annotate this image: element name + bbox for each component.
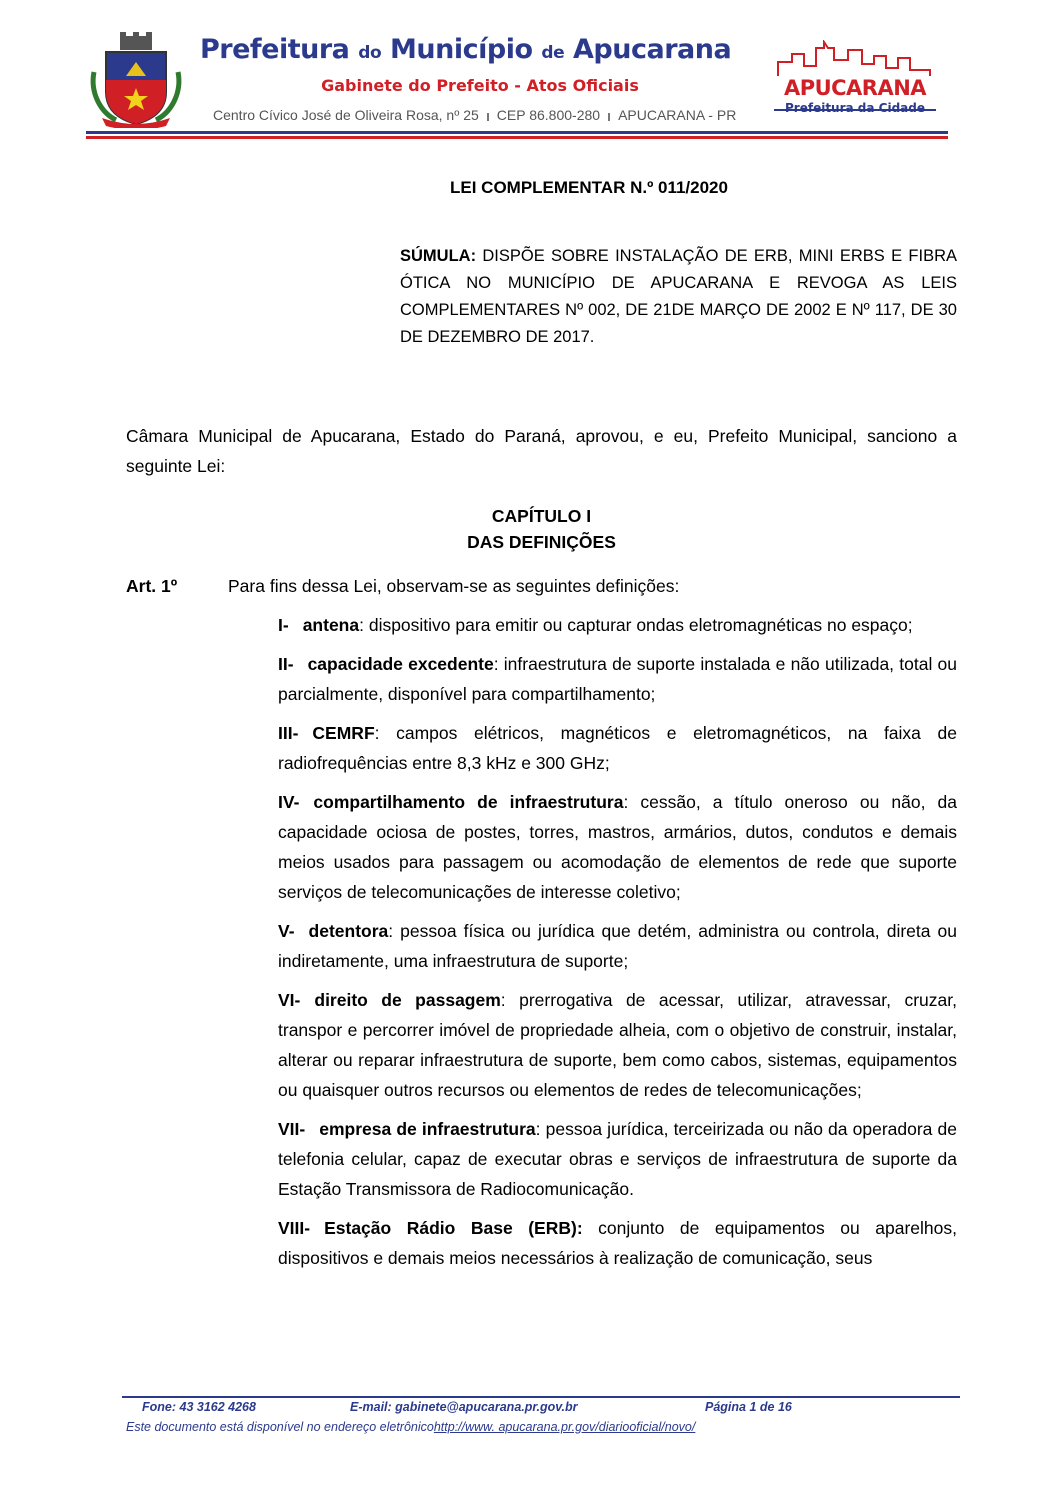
logo-subtitle: Prefeitura da Cidade (785, 101, 925, 115)
article-label: Art. 1º (126, 576, 178, 596)
list-item: III- CEMRF: campos elétricos, magnéticos e eletromagnéticos, na faixa de radiofrequências entre 8,3 kHz e 300 GHz; (278, 723, 957, 773)
law-title: LEI COMPLEMENTAR N.º 011/2020 (450, 178, 728, 197)
sumula (400, 243, 957, 351)
footer-email: E-mail: gabinete@apucarana.pr.gov.br (350, 1400, 578, 1414)
chapter-heading (126, 503, 957, 555)
list-item: II- capacidade excedente: infraestrutura de suporte instalada e não utilizada, total ou parcialmente, disponível para compartilhamento; (278, 654, 958, 704)
sumula-text: DISPÕE SOBRE INSTALAÇÃO DE ERB, MINI ERBS E FIBRA ÓTICA NO MUNICÍPIO DE APUCARANA E REVOGA AS LEIS COMPLEMENTARES Nº 002, DE 21DE MARÇO DE 2002 E Nº 117, DE 30 DE DEZEMBRO DE 2017. (400, 247, 957, 346)
article-text: Para fins dessa Lei, observam-se as seguintes definições: (228, 576, 680, 596)
logo-wordmark: APUCARANA (783, 76, 927, 100)
cep: CEP 86.800-280 (496, 107, 601, 123)
list-item: I- antena: dispositivo para emitir ou capturar ondas eletromagnéticas no espaço; (278, 615, 913, 635)
coat-of-arms-icon (86, 32, 186, 128)
chapter-title: DAS DEFINIÇÕES (467, 532, 616, 552)
list-item: IV- compartilhamento de infraestrutura: cessão, a título oneroso ou não, da capacidade ociosa de postes, torres, mastros, armários, dutos, condutos e demais meios usados para passagem ou acomodação de elementos de rede que suporte serviços de telecomunicações de interesse coletivo; (278, 792, 957, 902)
page-number: Página 1 de 16 (705, 1400, 792, 1414)
sumula-label: SÚMULA: (400, 247, 477, 265)
header-rule-red (86, 136, 948, 139)
list-item: VII- empresa de infraestrutura: pessoa jurídica, terceirizada ou não da operadora de telefonia celular, capaz de executar obras e serviços de infraestrutura de suporte da Estação Transmissora de Radiocomunicação. (278, 1119, 957, 1199)
address: Centro Cívico José de Oliveira Rosa, nº 25 (213, 107, 479, 123)
footer-phone: Fone: 43 3162 4268 (142, 1400, 256, 1414)
gabinete-subtitle: Gabinete do Prefeito - Atos Oficiais (321, 76, 639, 95)
list-item: V- detentora: pessoa física ou jurídica que detém, administra ou controla, direta ou indiretamente, uma infraestrutura de suporte; (278, 921, 957, 971)
letterhead (0, 0, 1058, 140)
list-item: VI- direito de passagem: prerrogativa de acessar, utilizar, atravessar, cruzar, transpor e percorrer imóvel de propriedade alheia, com o objetivo de construir, instalar, alterar ou reparar infraestrutura de suporte, bem como cabos, sistemas, equipamentos ou quaisquer outros recursos ou elementos de redes de telecomunicações; (278, 990, 957, 1100)
city: APUCARANA - PR (618, 107, 737, 123)
footer-availability: Este documento está disponível no endereço eletrônicohttp://www. apucarana.pr.gov/diariooficial/novo/ (126, 1420, 696, 1434)
address-line (213, 107, 736, 123)
intro-paragraph: Câmara Municipal de Apucarana, Estado do Paraná, aprovou, e eu, Prefeito Municipal, sanciono a seguinte Lei: (126, 426, 957, 476)
definition-list (278, 610, 957, 1282)
header-rule-blue (86, 131, 948, 134)
footer-link[interactable]: http://www. apucarana.pr.gov/diariooficial/novo/ (433, 1420, 696, 1434)
footer-rule (122, 1396, 960, 1398)
chapter-number: CAPÍTULO I (491, 506, 592, 526)
prefeitura-title: Prefeitura do Município de Apucarana (200, 34, 732, 65)
list-item: VIII- Estação Rádio Base (ERB): conjunto de equipamentos ou aparelhos, dispositivos e demais meios necessários à realização de comunicação, seus (278, 1218, 957, 1268)
